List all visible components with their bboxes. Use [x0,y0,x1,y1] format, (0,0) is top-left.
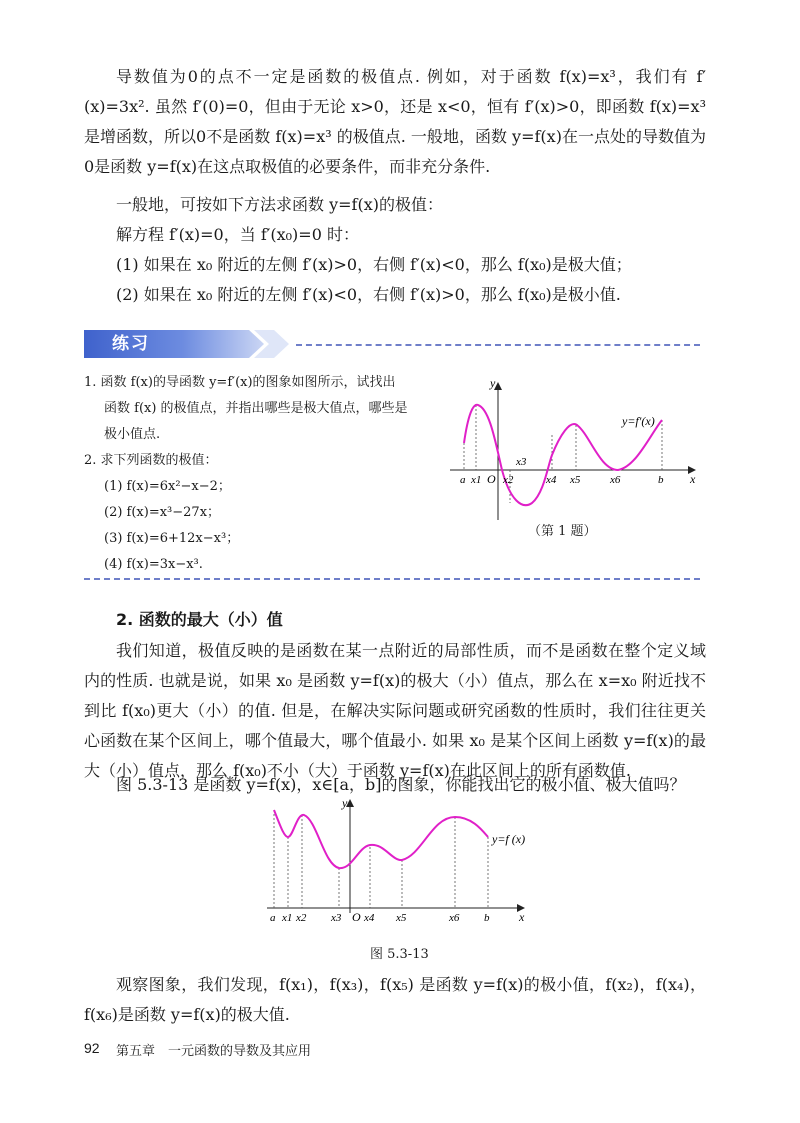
tick-x6: x6 [610,474,621,486]
tick-x3: x3 [331,912,342,924]
exercise-q2-item-3: (3) f(x)=6+12x−x³； [104,531,240,546]
tick-x4: x4 [364,912,375,924]
exercise-banner-label: 练习 [112,334,150,354]
tick-a: a [270,912,276,924]
x-axis-label: x [519,910,525,924]
intro-paragraph: 导数值为0的点不一定是函数的极值点. 例如，对于函数 f(x)=x³，我们有 f′(x)=3x². 虽然 f′(0)=0，但由于无论 x>0，还是 x<0，恒有 f′(x)>0，即函数 f(x)=x³ 是增函数，所以0不是函数 f(x)=x³ 的极值点. 一般地，函数 y=f(x)在一点处的导数值为0是函数 y=f(x)在这点取极值的必要条件，而非充分条件. [84,67,706,176]
exercise-q2-item-1: (1) f(x)=6x²−x−2； [104,479,231,494]
exercise-q1-line1: 1. 函数 f(x)的导函数 y=f′(x)的图象如图所示，试找出 [84,375,396,390]
tick-x1: x1 [471,474,482,486]
y-axis-label: y [342,796,348,810]
page-number: 92 [84,1040,100,1056]
function-curve-label: y=f (x) [492,832,526,846]
section-paragraph-3: 观察图象，我们发现，f(x₁)，f(x₃)，f(x₅) 是函数 y=f(x)的极小值，f(x₂)，f(x₄)，f(x₆)是函数 y=f(x)的极大值. [84,975,706,1024]
section-title: 2. 函数的最大（小）值 [116,610,283,629]
origin-label: O [352,910,361,924]
derivative-curve-label: y=f′(x) [622,414,655,428]
tick-x5: x5 [396,912,407,924]
tick-x6: x6 [449,912,460,924]
tick-x2: x2 [503,474,514,486]
exercise-bottom-divider [84,578,700,580]
tick-x4: x4 [546,474,557,486]
tick-x2: x2 [296,912,307,924]
guide-lines [274,810,488,908]
chapter-title: 第五章 一元函数的导数及其应用 [116,1044,312,1059]
tick-b: b [658,474,664,486]
y-axis-label: y [490,376,496,390]
section-paragraph-1: 我们知道，极值反映的是函数在某一点附近的局部性质，而不是函数在整个定义域内的性质. 也就是说，如果 x₀ 是函数 y=f(x)的极大（小）值点，那么在 x=x₀ 附近找不到比 f(x₀)更大（小）的值. 但是，在解决实际问题或研究函数的性质时，我们往往更关心函数在某个区间上，哪个值最大，哪个值最小. 如果 x₀ 是某个区间上函数 y=f(x)的最大（小）值点，那么 f(x₀)不小（大）于函数 y=f(x)在此区间上的所有函数值. [84,641,706,780]
exercise-q1-line3: 极小值点. [104,427,161,442]
function-graph [262,795,542,930]
exercise-q2-item-4: (4) f(x)=3x−x³. [104,557,203,572]
tick-x5: x5 [570,474,581,486]
derivative-graph [440,375,710,525]
exercise-q1-line2: 函数 f(x) 的极值点，并指出哪些是极大值点，哪些是 [104,401,408,416]
section-paragraph-2: 图 5.3-13 是函数 y=f(x)，x∈[a，b]的图象，你能找出它的极小值、极大值吗？ [116,775,686,794]
tick-b: b [484,912,490,924]
figure-caption: 图 5.3-13 [370,947,429,962]
exercise-q2-item-2: (2) f(x)=x³−27x； [104,505,221,520]
method-case-1: (1) 如果在 x₀ 附近的左侧 f′(x)>0，右侧 f′(x)<0，那么 f(x₀)是极大值； [116,255,632,274]
origin-label: O [487,472,496,486]
tick-a: a [460,474,466,486]
exercise-figure-caption: （第 1 题） [528,524,597,539]
function-curve [274,810,488,868]
tick-x3: x3 [516,456,527,468]
tick-x1: x1 [282,912,293,924]
x-axis-label: x [690,472,696,486]
method-case-2: (2) 如果在 x₀ 附近的左侧 f′(x)<0，右侧 f′(x)>0，那么 f(x₀)是极小值. [116,285,621,304]
banner-dash-divider [296,344,700,346]
method-intro: 一般地，可按如下方法求函数 y=f(x)的极值： [116,195,443,214]
method-step: 解方程 f′(x)=0，当 f′(x₀)=0 时： [116,225,359,244]
exercise-q2: 2. 求下列函数的极值： [84,453,218,468]
